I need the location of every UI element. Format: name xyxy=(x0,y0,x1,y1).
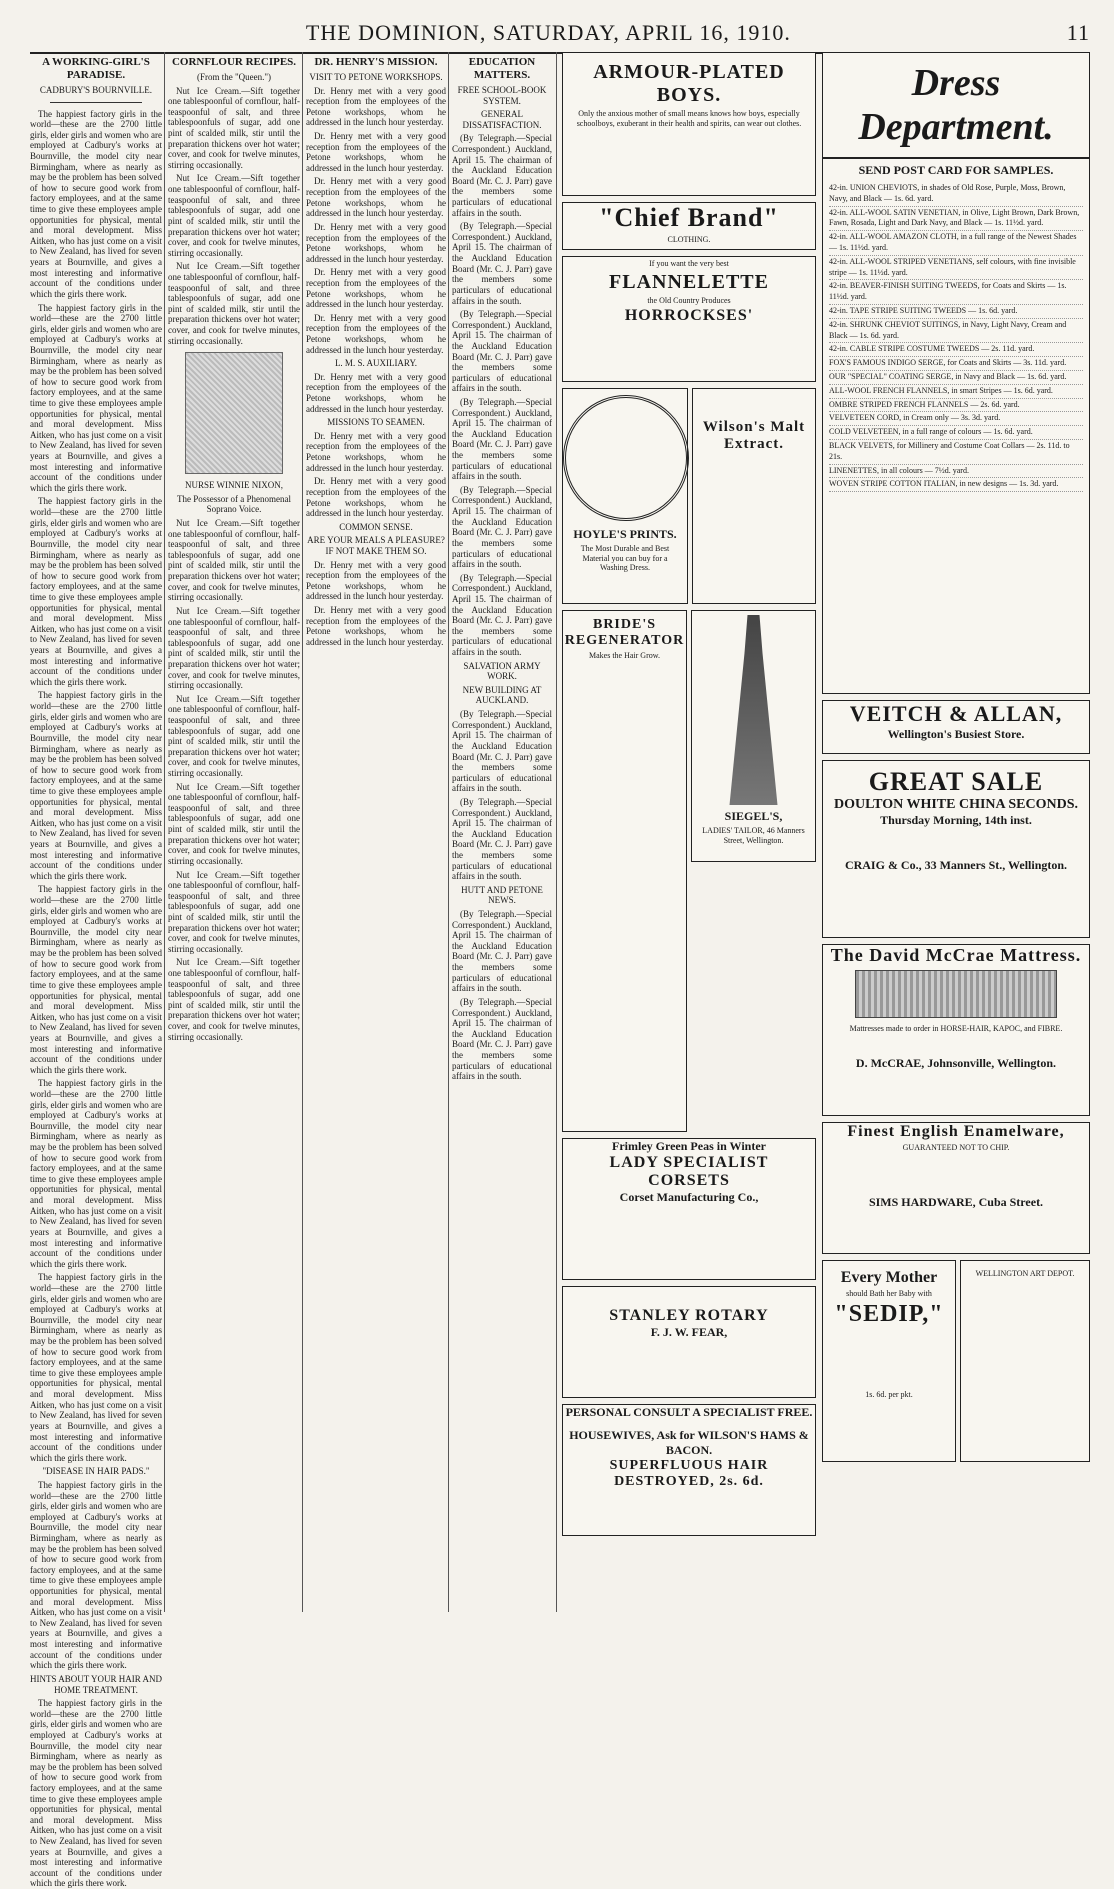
subhead-hair-pads: "DISEASE IN HAIR PADS." xyxy=(42,1466,150,1477)
hoyle-logo xyxy=(563,395,689,521)
price-list-item: 42-in. ALL-WOOL SATIN VENETIAN, in Olive, Light Brown, Dark Brown, Fawn, Rosada, Light and Dark Navy, and Black — 1s. 11½d. yard. xyxy=(829,207,1083,232)
recipe-body: Nut Ice Cream.—Sift together one tablespoonful of cornflour, half-teaspoonful of salt, and three tablespoonfuls of sugar, add one pint of scalded milk, stir until the preparation thickens over hot water; cover, and cook for twelve minutes, stirring occasionally. xyxy=(168,693,300,779)
price-list-item: 42-in. SHRUNK CHEVIOT SUITINGS, in Navy, Light Navy, Cream and Black — 1s. 6d. yard. xyxy=(829,319,1083,344)
sedip-title: "SEDIP," xyxy=(834,1300,944,1327)
subhead-bournville: CADBURY'S BOURNVILLE. xyxy=(39,84,153,95)
article-body: Dr. Henry met with a very good reception from the employees of the Petone workshops, whom he addressed in the lunch hour yesterday. xyxy=(306,559,446,602)
section-common-sense: COMMON SENSE. xyxy=(339,521,413,532)
mccrae-title: The David McCrae Mattress. xyxy=(830,945,1082,965)
dress-banner: Dress Department. xyxy=(823,53,1089,159)
price-list-item: LINENETTES, in all colours — 7½d. yard. xyxy=(829,465,1083,479)
ad-corsets: CORSETS xyxy=(648,1172,730,1189)
source-queen: (From the "Queen.") xyxy=(196,71,272,82)
ad-flannelette-sub: the Old Country Produces xyxy=(647,295,731,305)
ad-sedip xyxy=(822,1260,956,1462)
price-list-item: ALL-WOOL FRENCH FLANNELS, in smart Stripes — 1s. 6d. yard. xyxy=(829,385,1083,399)
ad-stanley-rotary xyxy=(562,1286,816,1398)
craig-address: CRAIG & Co., 33 Manners St., Wellington. xyxy=(844,858,1068,872)
column-2 xyxy=(168,52,300,1612)
masthead xyxy=(30,20,1090,54)
recipe-body: Nut Ice Cream.—Sift together one tablespoonful of cornflour, half-teaspoonful of salt, and three tablespoonfuls of sugar, add one pint of scalded milk, stir until the preparation thickens over hot water; cover, and cook for twelve minutes, stirring occasionally. xyxy=(168,173,300,258)
veitch-title: VEITCH & ALLAN, xyxy=(849,701,1063,726)
article-body: Dr. Henry met with a very good reception from the employees of the Petone workshops, whom he addressed in the lunch hour yesterday. xyxy=(306,430,446,473)
article-body-continued: The happiest factory girls in the world—these are the 2700 little girls, elder girls and women who are employed at Cadbury's works at Bournville, the model city near Birmingham, where as nearly as may be the problem has been solved of how to secure good work from factory employees, and at the same time to give these employees ample opportunities for physical, mental and moral development. Miss Aitken, who has just come on a visit to New Zealand, has lived for seven years at Bournville, and gives a most interesting and informative account of the conditions under which the girls there work. xyxy=(30,1479,162,1671)
subhead-petone: VISIT TO PETONE WORKSHOPS. xyxy=(309,71,443,82)
article-body: (By Telegraph.—Special Correspondent.) Auckland, April 15. The chairman of the Auckland Education Board (Mr. C. J. Parr) gave the members some particulars of educational affairs in the south. xyxy=(452,221,552,306)
article-body: Dr. Henry met with a very good reception from the employees of the Petone workshops, whom he addressed in the lunch hour yesterday. xyxy=(306,131,446,173)
ad-lady-specialist xyxy=(562,1138,816,1280)
ad-personal xyxy=(562,1404,816,1536)
subhead-school-book: FREE SCHOOL-BOOK SYSTEM. xyxy=(457,84,547,106)
ad-corset-co: Corset Manufacturing Co., xyxy=(619,1190,759,1204)
ad-hoyle-text: The Most Durable and Best Material you can buy for a Washing Dress. xyxy=(580,544,670,573)
doulton-date: Thursday Morning, 14th inst. xyxy=(880,813,1032,827)
article-body-continued: The happiest factory girls in the world—these are the 2700 little girls, elder girls and women who are employed at Cadbury's works at Bournville, the model city near Birmingham, where as nearly as may be the problem has been solved of how to secure good work from factory employees, and at the same time to give these employees ample opportunities for physical, mental and moral development. Miss Aitken, who has just come on a visit to New Zealand, has lived for seven years at Bournville, and gives a most interesting and informative account of the conditions under which the girls there work. xyxy=(30,884,162,1075)
ad-art-depot xyxy=(960,1260,1090,1462)
ad-housewives: HOUSEWIVES, Ask for WILSON'S HAMS & BACON. xyxy=(569,1428,809,1457)
ad-flannelette-title: FLANNELETTE xyxy=(609,270,769,293)
article-body: (By Telegraph.—Special Correspondent.) Auckland, April 15. The chairman of the Auckland Education Board (Mr. C. J. Parr) gave the members some particulars of educational affairs in the south. xyxy=(452,397,552,482)
great-sale-title: GREAT SALE xyxy=(868,767,1044,796)
portrait-caption: NURSE WINNIE NIXON, xyxy=(184,480,284,491)
article-body: (By Telegraph.—Special Correspondent.) Auckland, April 15. The chairman of the Auckland Education Board (Mr. C. J. Parr) gave the members some particulars of educational affairs in the south. xyxy=(452,709,552,794)
recipe-body: Nut Ice Cream.—Sift together one tablespoonful of cornflour, half-teaspoonful of salt, and three tablespoonfuls of sugar, add one pint of scalded milk, stir until the preparation thickens over hot water; cover, and cook for twelve minutes, stirring occasionally. xyxy=(168,518,300,603)
article-body: (By Telegraph.—Special Correspondent.) Auckland, April 15. The chairman of the Auckland Education Board (Mr. C. J. Parr) gave the members some particulars of educational affairs in the south. xyxy=(452,572,552,658)
article-body: Dr. Henry met with a very good reception from the employees of the Petone workshops, whom he addressed in the lunch hour yesterday. xyxy=(306,221,446,264)
article-body: The happiest factory girls in the world—these are the 2700 little girls, elder girls and women who are employed at Cadbury's works at Bournville, the model city near Birmingham, where as nearly as may be the problem has been solved of how to secure good work from factory employees, and at the same time to give these employees ample opportunities for physical, mental and moral development. Miss Aitken, who has just come on a visit to New Zealand, has lived for seven years at Bournville, and gives a most interesting and informative account of the conditions under which the girls there work. xyxy=(30,108,162,299)
ad-armour-title: ARMOUR-PLATED BOYS. xyxy=(593,61,785,106)
subhead-hair-hints: HINTS ABOUT YOUR HAIR AND HOME TREATMENT. xyxy=(30,1673,163,1695)
rule xyxy=(50,102,142,103)
section-lms: L. M. S. AUXILIARY. xyxy=(334,358,418,369)
sedip-heading: Every Mother xyxy=(840,1269,938,1286)
price-list-item: COLD VELVETEEN, in a full range of colours — 1s. 6d. yard. xyxy=(829,426,1083,440)
article-body: Dr. Henry met with a very good reception from the employees of the Petone workshops, whom he addressed in the lunch hour yesterday. xyxy=(306,176,446,219)
ad-armour-boys xyxy=(562,52,816,196)
price-list-item: 42-in. ALL-WOOL STRIPED VENETIANS, self colours, with fine invisible stripe — 1s. 11½d. yard. xyxy=(829,256,1083,281)
article-body: Dr. Henry met with a very good reception from the employees of the Petone workshops, whom he addressed in the lunch hour yesterday. xyxy=(306,476,446,519)
section-salvation-sub: NEW BUILDING AT AUCKLAND. xyxy=(462,684,542,706)
article-body-continued: The happiest factory girls in the world—these are the 2700 little girls, elder girls and women who are employed at Cadbury's works at Bournville, the model city near Birmingham, where as nearly as may be the problem has been solved of how to secure good work from factory employees, and at the same time to give these employees ample opportunities for physical, mental and moral development. Miss Aitken, who has just come on a visit to New Zealand, has lived for seven years at Bournville, and gives a most interesting and informative account of the conditions under which the girls there work. xyxy=(30,496,162,687)
column-divider xyxy=(302,52,303,1612)
ad-chief-brand xyxy=(562,202,816,250)
ad-siegel-title: SIEGEL'S, xyxy=(724,809,783,823)
ad-siegel-sub: LADIES' TAILOR, 46 Manners Street, Wellington. xyxy=(702,826,805,845)
mattress-illustration xyxy=(855,970,1057,1018)
sedip-price: 1s. 6d. per pkt. xyxy=(865,1389,913,1399)
ad-brides-sub: Makes the Hair Grow. xyxy=(588,651,660,660)
ads-right xyxy=(822,52,1090,1468)
article-body: Dr. Henry met with a very good reception from the employees of the Petone workshops, whom he addressed in the lunch hour yesterday. xyxy=(306,85,446,128)
ad-superfluous: SUPERFLUOUS HAIR DESTROYED, 2s. 6d. xyxy=(609,1458,769,1489)
ad-veitch-allan xyxy=(822,700,1090,754)
section-common-sense-sub: ARE YOUR MEALS A PLEASURE? IF NOT MAKE THEM SO. xyxy=(307,535,445,556)
ad-flannelette xyxy=(562,256,816,382)
mccrae-sub: Mattresses made to order in HORSE-HAIR, KAPOC, and FIBRE. xyxy=(849,1024,1063,1033)
enamel-sub: GUARANTEED NOT TO CHIP. xyxy=(902,1143,1010,1152)
ad-horrockses: HORROCKSES' xyxy=(624,307,754,325)
price-list-item: 42-in. ALL-WOOL AMAZON CLOTH, in a full range of the Newest Shades — 1s. 11½d. yard. xyxy=(829,231,1083,256)
section-seamen: MISSIONS TO SEAMEN. xyxy=(327,417,425,428)
column-divider xyxy=(448,52,449,1612)
price-list-item: FOX'S FAMOUS INDIGO SERGE, for Coats and Skirts — 3s. 11d. yard. xyxy=(829,357,1083,371)
article-body: Dr. Henry met with a very good reception from the employees of the Petone workshops, whom he addressed in the lunch hour yesterday. xyxy=(306,371,446,414)
section-salvation: SALVATION ARMY WORK. xyxy=(463,660,541,682)
article-body-continued: The happiest factory girls in the world—these are the 2700 little girls, elder girls and women who are employed at Cadbury's works at Bournville, the model city near Birmingham, where as nearly as may be the problem has been solved of how to secure good work from factory employees, and at the same time to give these employees ample opportunities for physical, mental and moral development. Miss Aitken, who has just come on a visit to New Zealand, has lived for seven years at Bournville, and gives a most interesting and informative account of the conditions under which the girls there work. xyxy=(30,1272,162,1463)
ad-dress-department xyxy=(822,52,1090,694)
ads-middle xyxy=(562,52,816,1542)
ad-hoyle xyxy=(562,388,688,604)
ad-wilson-malt xyxy=(692,388,816,604)
article-body-continued: The happiest factory girls in the world—these are the 2700 little girls, elder girls and women who are employed at Cadbury's works at Bournville, the model city near Birmingham, where as nearly as may be the problem has been solved of how to secure good work from factory employees, and at the same time to give these employees ample opportunities for physical, mental and moral development. Miss Aitken, who has just come on a visit to New Zealand, has lived for seven years at Bournville, and gives a most interesting and informative account of the conditions under which the girls there work. xyxy=(30,302,162,493)
headline-working-girls: A WORKING-GIRL'S PARADISE. xyxy=(42,56,150,81)
article-body-continued: The happiest factory girls in the world—these are the 2700 little girls, elder girls and women who are employed at Cadbury's works at Bournville, the model city near Birmingham, where as nearly as may be the problem has been solved of how to secure good work from factory employees, and at the same time to give these employees ample opportunities for physical, mental and moral development. Miss Aitken, who has just come on a visit to New Zealand, has lived for seven years at Bournville, and gives a most interesting and informative account of the conditions under which the girls there work. xyxy=(30,1078,162,1269)
price-list-item: 42-in. CABLE STRIPE COSTUME TWEEDS — 2s. 11d. yard. xyxy=(829,343,1083,357)
ad-personal-title: PERSONAL CONSULT A SPECIALIST FREE. xyxy=(565,1405,813,1419)
article-body: Dr. Henry met with a very good reception from the employees of the Petone workshops, whom he addressed in the lunch hour yesterday. xyxy=(306,605,446,647)
column-1 xyxy=(30,52,163,1889)
price-list xyxy=(823,182,1089,492)
ad-wilson-title: Wilson's Malt Extract. xyxy=(702,419,806,452)
headline-education: EDUCATION MATTERS. xyxy=(468,56,536,81)
price-list-item: WOVEN STRIPE COTTON ITALIAN, in new designs — 1s. 3d. yard. xyxy=(829,478,1083,492)
article-body-continued: The happiest factory girls in the world—these are the 2700 little girls, elder girls and women who are employed at Cadbury's works at Bournville, the model city near Birmingham, where as nearly as may be the problem has been solved of how to secure good work from factory employees, and at the same time to give these employees ample opportunities for physical, mental and moral development. Miss Aitken, who has just come on a visit to New Zealand, has lived for seven years at Bournville, and gives a most interesting and informative account of the conditions under which the girls there work. xyxy=(30,1698,162,1889)
price-list-item: OUR "SPECIAL" COATING SERGE, in Navy and Black — 1s. 6d. yard. xyxy=(829,371,1083,385)
nurse-portrait xyxy=(185,352,283,474)
enamel-title: Finest English Enamelware, xyxy=(847,1123,1065,1140)
mccrae-address: D. McCRAE, Johnsonville, Wellington. xyxy=(855,1055,1057,1070)
column-3 xyxy=(306,52,446,1612)
column-4 xyxy=(452,52,552,1612)
ad-siegel xyxy=(691,610,816,862)
recipe-body: Nut Ice Cream.—Sift together one tablespoonful of cornflour, half-teaspoonful of salt, and three tablespoonfuls of sugar, add one pint of scalded milk, stir until the preparation thickens over hot water; cover, and cook for twelve minutes, stirring occasionally. xyxy=(168,869,300,954)
section-hutt: HUTT AND PETONE NEWS. xyxy=(461,884,543,906)
ad-stanley-title: STANLEY ROTARY xyxy=(609,1307,769,1324)
headline-cornflour: CORNFLOUR RECIPES. xyxy=(171,56,297,68)
price-list-item: BLACK VELVETS, for Millinery and Costume Coat Collars — 2s. 11d. to 21s. xyxy=(829,440,1083,465)
ad-chief-sub: CLOTHING. xyxy=(667,235,711,244)
recipe-body: Nut Ice Cream.—Sift together one tablespoonful of cornflour, half-teaspoonful of salt, and three tablespoonfuls of sugar, add one pint of scalded milk, stir until the preparation thickens over hot water; cover, and cook for twelve minutes, stirring occasionally. xyxy=(168,605,300,691)
article-body: (By Telegraph.—Special Correspondent.) Auckland, April 15. The chairman of the Auckland Education Board (Mr. C. J. Parr) gave the members some particulars of educational affairs in the south. xyxy=(452,909,552,994)
article-body: Dr. Henry met with a very good reception from the employees of the Petone workshops, whom he addressed in the lunch hour yesterday. xyxy=(306,267,446,310)
recipe-body: Nut Ice Cream.—Sift together one tablespoonful of cornflour, half-teaspoonful of salt, and three tablespoonfuls of sugar, add one pint of scalded milk, stir until the preparation thickens over hot water; cover, and cook for twelve minutes, stirring occasionally. xyxy=(168,261,300,346)
headline-dr-henry: DR. HENRY'S MISSION. xyxy=(314,56,438,68)
ad-brides-title: BRIDE'S REGENERATOR xyxy=(564,617,685,648)
price-list-item: 42-in. TAPE STRIPE SUITING TWEEDS — 1s. 6d. yard. xyxy=(829,305,1083,319)
article-body: Dr. Henry met with a very good reception from the employees of the Petone workshops, whom he addressed in the lunch hour yesterday. xyxy=(306,312,446,355)
recipe-body: Nut Ice Cream.—Sift together one tablespoonful of cornflour, half-teaspoonful of salt, and three tablespoonfuls of sugar, add one pint of scalded milk, stir until the preparation thickens over hot water; cover, and cook for twelve minutes, stirring occasionally. xyxy=(168,85,300,170)
veitch-sub: Wellington's Busiest Store. xyxy=(887,727,1025,741)
ad-armour-text: Only the anxious mother of small means knows how boys, especially schoolboys, exuberant in their health and spirits, can wear out clothes. xyxy=(576,109,802,128)
article-body: (By Telegraph.—Special Correspondent.) Auckland, April 15. The chairman of the Auckland Education Board (Mr. C. J. Parr) gave the members some particulars of educational affairs in the south. xyxy=(452,996,552,1082)
sedip-sub: should Bath her Baby with xyxy=(846,1289,932,1298)
portrait-subcaption: The Possessor of a Phenomenal Soprano Voice. xyxy=(177,493,291,515)
ad-hoyle-title: HOYLE'S PRINTS. xyxy=(573,527,677,541)
ad-mccrae xyxy=(822,944,1090,1116)
ad-chief-title: "Chief Brand" xyxy=(599,203,779,232)
article-body-continued: The happiest factory girls in the world—these are the 2700 little girls, elder girls and women who are employed at Cadbury's works at Bournville, the model city near Birmingham, where as nearly as may be the problem has been solved of how to secure good work from factory employees, and at the same time to give these employees ample opportunities for physical, mental and moral development. Miss Aitken, who has just come on a visit to New Zealand, has lived for seven years at Bournville, and gives a most interesting and informative account of the conditions under which the girls there work. xyxy=(30,690,162,881)
article-body: (By Telegraph.—Special Correspondent.) Auckland, April 15. The chairman of the Auckland Education Board (Mr. C. J. Parr) gave the members some particulars of educational affairs in the south. xyxy=(452,309,552,394)
doulton-title: DOULTON WHITE CHINA SECONDS. xyxy=(833,797,1079,812)
ad-brides-regenerator xyxy=(562,610,687,1132)
sims-hardware: SIMS HARDWARE, Cuba Street. xyxy=(868,1194,1044,1209)
woman-illustration xyxy=(724,615,784,805)
price-list-item: OMBRE STRIPED FRENCH FLANNELS — 2s. 6d. yard. xyxy=(829,399,1083,413)
ad-enamelware xyxy=(822,1122,1090,1254)
page-number: 11 xyxy=(1066,20,1090,45)
recipe-body: Nut Ice Cream.—Sift together one tablespoonful of cornflour, half-teaspoonful of salt, and three tablespoonfuls of sugar, add one pint of scalded milk, stir until the preparation thickens over hot water; cover, and cook for twelve minutes, stirring occasionally. xyxy=(168,781,300,866)
ad-lady-title: LADY SPECIALIST xyxy=(609,1154,769,1171)
article-body: (By Telegraph.—Special Correspondent.) Auckland, April 15. The chairman of the Auckland Education Board (Mr. C. J. Parr) gave the members some particulars of educational affairs in the south. xyxy=(452,484,552,570)
dress-subtitle: SEND POST CARD FOR SAMPLES. xyxy=(858,163,1054,177)
price-list-item: 42-in. UNION CHEVIOTS, in shades of Old Rose, Purple, Moss, Brown, Navy, and Black — 1s. 6d. yard. xyxy=(829,182,1083,207)
ad-frimley: Frimley Green Peas in Winter xyxy=(612,1139,766,1153)
art-depot-title: WELLINGTON ART DEPOT. xyxy=(975,1269,1075,1278)
ad-fear: F. J. W. FEAR, xyxy=(650,1325,728,1339)
price-list-item: 42-in. BEAVER-FINISH SUITING TWEEDS, for Coats and Skirts — 1s. 11½d. yard. xyxy=(829,280,1083,305)
price-list-item: VELVETEEN CORD, in Cream only — 3s. 3d. yard. xyxy=(829,412,1083,426)
column-divider xyxy=(164,52,165,1612)
ad-flannelette-intro: If you want the very best xyxy=(649,259,729,268)
masthead-title: THE DOMINION, SATURDAY, APRIL 16, 1910. xyxy=(305,20,791,45)
subhead-dissatisfaction: GENERAL DISSATISFACTION. xyxy=(462,109,542,130)
article-body: (By Telegraph.—Special Correspondent.) Auckland, April 15. The chairman of the Auckland Education Board (Mr. C. J. Parr) gave the members some particulars of educational affairs in the south. xyxy=(452,133,552,218)
ad-great-sale xyxy=(822,760,1090,938)
recipe-body: Nut Ice Cream.—Sift together one tablespoonful of cornflour, half-teaspoonful of salt, and three tablespoonfuls of sugar, add one pint of scalded milk, stir until the preparation thickens over hot water; cover, and cook for twelve minutes, stirring occasionally. xyxy=(168,957,300,1042)
column-divider xyxy=(556,52,557,1612)
article-body: (By Telegraph.—Special Correspondent.) Auckland, April 15. The chairman of the Auckland Education Board (Mr. C. J. Parr) gave the members some particulars of educational affairs in the south. xyxy=(452,796,552,882)
